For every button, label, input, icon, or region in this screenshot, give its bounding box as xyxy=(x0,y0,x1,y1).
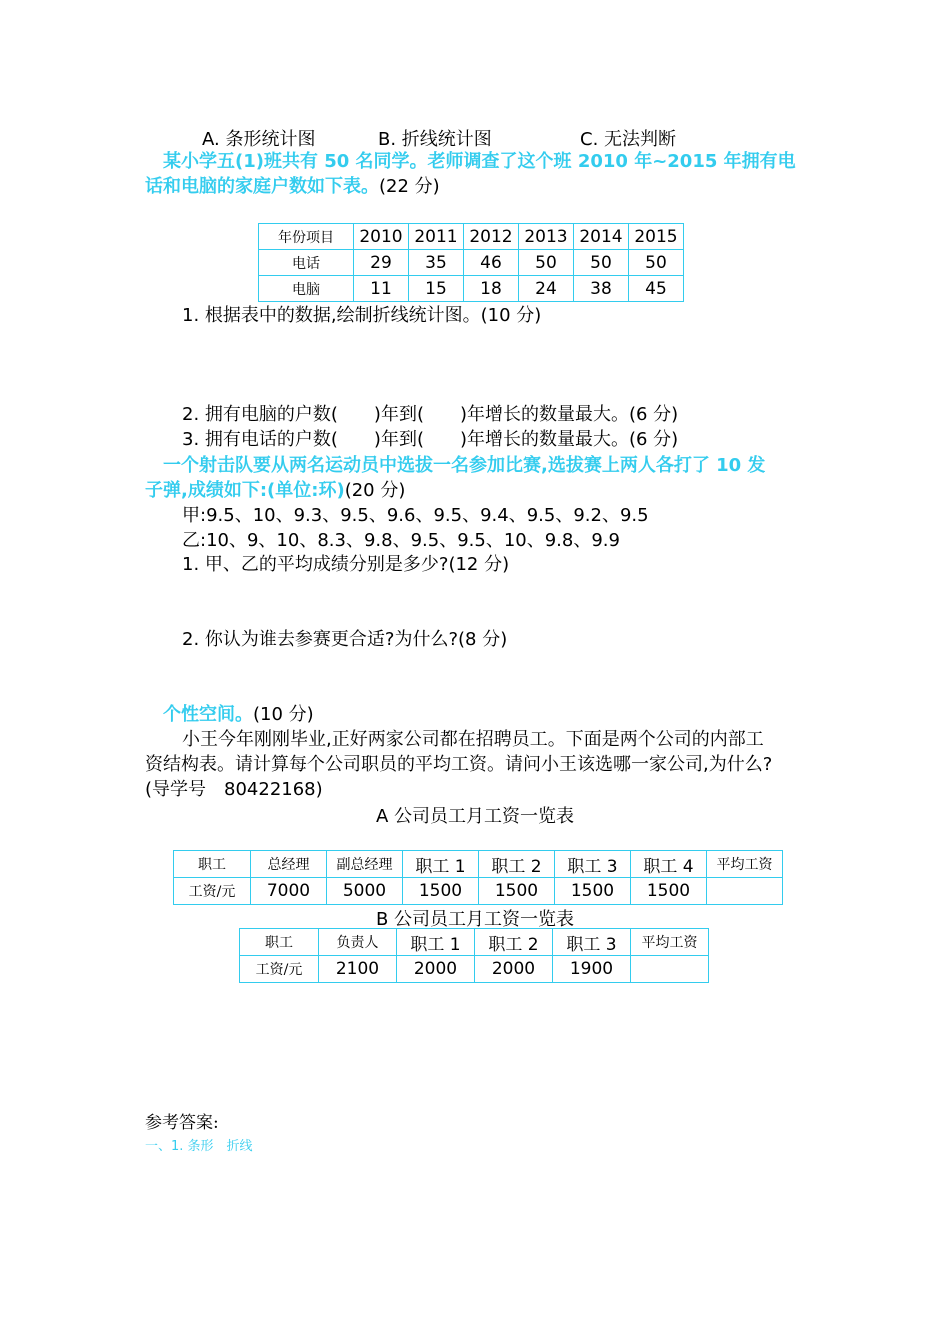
table-header-row xyxy=(174,851,783,878)
q-shoot-yi-scores: 乙:10、9、10、8.3、9.8、9.5、9.5、10、9.8、9.9 xyxy=(182,530,620,551)
table-cell: 职工 xyxy=(174,851,251,878)
q-shoot-jia-scores: 甲:9.5、10、9.3、9.5、9.6、9.5、9.4、9.5、9.2、9.5 xyxy=(182,505,649,526)
q-phone-sub1: 1. 根据表中的数据,绘制折线统计图。(10 分) xyxy=(182,305,542,326)
table-row xyxy=(174,878,783,905)
q-personal-para-line2: 资结构表。请计算每个公司职员的平均工资。请问小王该选哪一家公司,为什么? xyxy=(145,754,773,775)
table-a-title: A 公司员工月工资一览表 xyxy=(375,806,575,827)
table-cell: 职工 4 xyxy=(631,851,707,878)
company-a-salary-table xyxy=(173,850,783,905)
table-cell: 2015 xyxy=(629,224,684,250)
table-cell: 35 xyxy=(409,250,464,276)
table-cell: 平均工资 xyxy=(707,851,783,878)
table-cell: 2000 xyxy=(397,956,475,983)
table-row xyxy=(259,276,684,302)
q-personal-para-line3: (导学号 80422168) xyxy=(145,779,323,800)
q-personal-para-line1: 小王今年刚刚毕业,正好两家公司都在招聘员工。下面是两个公司的内部工 xyxy=(182,729,764,750)
q-phone-intro-line2: 话和电脑的家庭户数如下表。(22 分) xyxy=(145,176,440,197)
table-cell: 29 xyxy=(354,250,409,276)
table-cell: 15 xyxy=(409,276,464,302)
q-shoot-intro-line1: 一个射击队要从两名运动员中选拔一名参加比赛,选拔赛上两人各打了 10 发 xyxy=(163,455,766,476)
table-cell: 职工 2 xyxy=(475,929,553,956)
table-cell: 1500 xyxy=(555,878,631,905)
company-b-salary-table xyxy=(239,928,709,983)
table-cell: 副总经理 xyxy=(327,851,403,878)
table-cell: 50 xyxy=(574,250,629,276)
table-cell: 50 xyxy=(519,250,574,276)
table-cell: 总经理 xyxy=(251,851,327,878)
q-shoot-intro-line2: 子弹,成绩如下:(单位:环)(20 分) xyxy=(145,480,406,501)
table-cell: 24 xyxy=(519,276,574,302)
table-cell: 职工 2 xyxy=(479,851,555,878)
table-cell: 工资/元 xyxy=(174,878,251,905)
table-cell: 50 xyxy=(629,250,684,276)
option-c: C. 无法判断 xyxy=(580,129,677,150)
average-salary-cell xyxy=(707,878,783,905)
q-shoot-sub1: 1. 甲、乙的平均成绩分别是多少?(12 分) xyxy=(182,554,510,575)
answers-heading: 参考答案: xyxy=(145,1113,219,1133)
table-cell: 7000 xyxy=(251,878,327,905)
table-header-row xyxy=(240,929,709,956)
table-cell: 46 xyxy=(464,250,519,276)
table-cell: 负责人 xyxy=(319,929,397,956)
table-cell: 电脑 xyxy=(259,276,354,302)
table-cell: 2012 xyxy=(464,224,519,250)
table-cell: 1500 xyxy=(479,878,555,905)
table-cell: 平均工资 xyxy=(631,929,709,956)
table-b-title: B 公司员工月工资一览表 xyxy=(375,909,575,930)
table-cell: 年份项目 xyxy=(259,224,354,250)
option-b: B. 折线统计图 xyxy=(378,129,492,150)
q-phone-intro-line1: 某小学五(1)班共有 50 名同学。老师调查了这个班 2010 年~2015 年拥有电 xyxy=(163,151,796,172)
table-cell: 18 xyxy=(464,276,519,302)
q-shoot-sub2: 2. 你认为谁去参赛更合适?为什么?(8 分) xyxy=(182,629,508,650)
table-cell: 45 xyxy=(629,276,684,302)
table-cell: 2000 xyxy=(475,956,553,983)
table-row xyxy=(259,250,684,276)
table-cell: 工资/元 xyxy=(240,956,319,983)
answers-line1: 一、1. 条形 折线 xyxy=(145,1139,253,1154)
table-row xyxy=(240,956,709,983)
table-cell: 职工 3 xyxy=(553,929,631,956)
table-cell: 5000 xyxy=(327,878,403,905)
table-cell: 2014 xyxy=(574,224,629,250)
table-cell: 1900 xyxy=(553,956,631,983)
table-header-row xyxy=(259,224,684,250)
q-phone-sub2: 2. 拥有电脑的户数( )年到( )年增长的数量最大。(6 分) xyxy=(182,404,679,425)
table-cell: 38 xyxy=(574,276,629,302)
table-cell: 2010 xyxy=(354,224,409,250)
table-cell: 2011 xyxy=(409,224,464,250)
table-cell: 职工 1 xyxy=(403,851,479,878)
phone-computer-table xyxy=(258,223,684,302)
table-cell: 2013 xyxy=(519,224,574,250)
table-cell: 职工 3 xyxy=(555,851,631,878)
table-cell: 电话 xyxy=(259,250,354,276)
table-cell: 职工 xyxy=(240,929,319,956)
table-cell: 2100 xyxy=(319,956,397,983)
q-personal-heading: 个性空间。(10 分) xyxy=(163,704,314,725)
table-cell: 11 xyxy=(354,276,409,302)
table-cell: 1500 xyxy=(631,878,707,905)
q-phone-sub3: 3. 拥有电话的户数( )年到( )年增长的数量最大。(6 分) xyxy=(182,429,679,450)
average-salary-cell xyxy=(631,956,709,983)
table-cell: 1500 xyxy=(403,878,479,905)
table-cell: 职工 1 xyxy=(397,929,475,956)
option-a: A. 条形统计图 xyxy=(202,129,316,150)
